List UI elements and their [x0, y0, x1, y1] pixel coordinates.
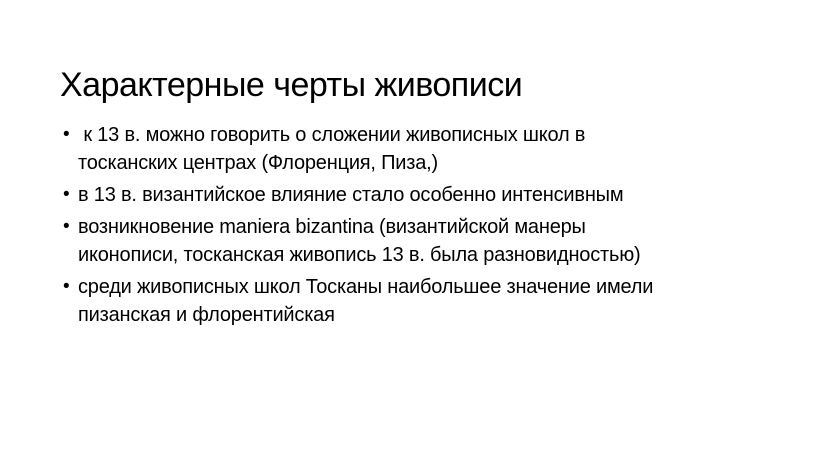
bullet-item: [60, 181, 780, 209]
bullet-line: возникновение maniera bizantina (византийской манеры: [78, 216, 586, 238]
bullet-line: пизанская и флорентийская: [78, 304, 335, 326]
bullet-item: [60, 213, 780, 269]
bullet-line: иконописи, тосканская живопись 13 в. была разновидностью): [78, 244, 641, 266]
bullet-item: [60, 273, 780, 329]
bullet-marker: •: [63, 124, 70, 145]
bullet-item: [60, 121, 780, 177]
bullet-text: [78, 213, 780, 269]
bullet-marker: •: [63, 276, 70, 297]
bullet-line: среди живописных школ Тосканы наибольшее значение имели: [78, 276, 654, 298]
bullet-line: к 13 в. можно говорить о сложении живописных школ в: [78, 124, 586, 146]
bullet-list: [60, 121, 780, 333]
bullet-text: [78, 121, 780, 177]
bullet-text: [78, 273, 780, 329]
bullet-text: [78, 181, 780, 209]
bullet-line: в 13 в. византийское влияние стало особенно интенсивным: [78, 184, 624, 206]
bullet-marker: •: [63, 184, 70, 205]
bullet-marker: •: [63, 216, 70, 237]
slide-title: Характерные черты живописи: [60, 65, 523, 104]
bullet-line: тосканских центрах (Флоренция, Пиза,): [78, 152, 438, 174]
